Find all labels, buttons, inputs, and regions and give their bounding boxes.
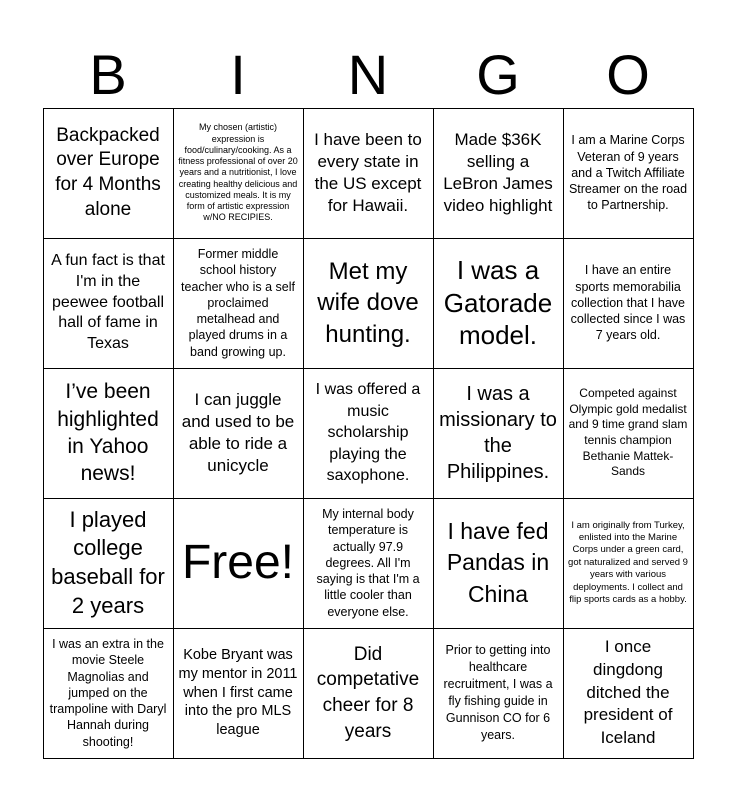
cell-text: Free!	[181, 536, 295, 590]
bingo-cell[interactable]	[173, 628, 304, 759]
cell-text: My internal body temperature is actually 97.9 degrees. All I'm saying is that I'm a little cooler than everyone else.	[316, 507, 420, 619]
bingo-cell[interactable]	[43, 628, 174, 759]
cell-text: I’ve been highlighted in Yahoo news!	[57, 380, 159, 486]
bingo-cell[interactable]	[303, 498, 434, 629]
cell-text: I was a Gatorade model.	[443, 255, 553, 351]
bingo-cell[interactable]	[43, 108, 174, 239]
cell-text: I was an extra in the movie Steele Magnolias and jumped on the trampoline with Daryl Hannah during shooting!	[49, 637, 167, 749]
bingo-cell[interactable]	[173, 238, 304, 369]
bingo-header	[43, 42, 693, 108]
bingo-cell[interactable]	[433, 238, 564, 369]
cell-text: Made $36K selling a LeBron James video highlight	[443, 129, 553, 216]
header-letter-b: B	[89, 43, 127, 106]
cell-text: I was offered a music scholarship playing the saxophone.	[315, 381, 421, 485]
header-letter-n: N	[347, 43, 389, 106]
bingo-cell[interactable]	[303, 368, 434, 499]
bingo-cell[interactable]	[173, 108, 304, 239]
cell-text: Backpacked over Europe for 4 Months alone	[55, 124, 161, 220]
bingo-cell[interactable]	[563, 498, 694, 629]
cell-text: A fun fact is that I'm in the peewee football hall of fame in Texas	[51, 252, 165, 353]
cell-text: Kobe Bryant was my mentor in 2011 when I first came into the pro MLS league	[178, 646, 298, 739]
bingo-cell[interactable]	[433, 628, 564, 759]
cell-text: I once dingdong ditched the president of Iceland	[583, 636, 673, 748]
cell-text: I have fed Pandas in China	[446, 518, 550, 607]
cell-text: Met my wife dove hunting.	[317, 258, 419, 348]
cell-text: I played college baseball for 2 years	[51, 506, 165, 618]
cell-text: Former middle school history teacher who is a self proclaimed metalhead and played drums in a band growing up.	[181, 247, 295, 359]
bingo-cell[interactable]	[303, 238, 434, 369]
cell-text: I have an entire sports memorabilia collection that I have collected since I was 7 years old.	[570, 263, 686, 343]
bingo-cell[interactable]	[433, 498, 564, 629]
bingo-cell[interactable]	[303, 108, 434, 239]
free-space-cell[interactable]	[173, 498, 304, 629]
bingo-cell[interactable]	[43, 368, 174, 499]
bingo-cell[interactable]	[173, 368, 304, 499]
cell-text: I can juggle and used to be able to ride a unicycle	[181, 389, 295, 476]
bingo-cell[interactable]	[563, 628, 694, 759]
bingo-cell[interactable]	[563, 238, 694, 369]
cell-text: Competed against Olympic gold medalist and 9 time grand slam tennis champion Bethanie Mattek-Sands	[568, 386, 688, 479]
bingo-cell[interactable]	[563, 368, 694, 499]
cell-text: I am originally from Turkey, enlisted into the Marine Corps under a green card, got naturalized and served 9 years with various deployments. I collect and flip sports cards as a hobby.	[568, 519, 688, 605]
bingo-board	[43, 108, 693, 758]
bingo-cell[interactable]	[433, 368, 564, 499]
header-letter-o: O	[606, 43, 650, 106]
bingo-cell[interactable]	[563, 108, 694, 239]
cell-text: Did competative cheer for 8 years	[316, 643, 420, 742]
bingo-cell[interactable]	[303, 628, 434, 759]
bingo-cell[interactable]	[43, 498, 174, 629]
cell-text: Prior to getting into healthcare recruitment, I was a fly fishing guide in Gunnison CO for 6 years.	[443, 643, 553, 742]
cell-text: I have been to every state in the US except for Hawaii.	[314, 129, 422, 216]
cell-text: My chosen (artistic) expression is food/culinary/cooking. As a fitness professional of over 20 years and a nutritionist, I love creating healthy delicious and customized meals. It is my form of artistic expression w/NO RECIPIES.	[178, 122, 298, 223]
header-letter-i: I	[230, 43, 246, 106]
bingo-cell[interactable]	[43, 238, 174, 369]
cell-text: I am a Marine Corps Veteran of 9 years and a Twitch Affiliate Streamer on the road to Partnership.	[568, 133, 688, 213]
header-letter-g: G	[476, 43, 520, 106]
bingo-cell[interactable]	[433, 108, 564, 239]
cell-text: I was a missionary to the Philippines.	[439, 383, 557, 483]
